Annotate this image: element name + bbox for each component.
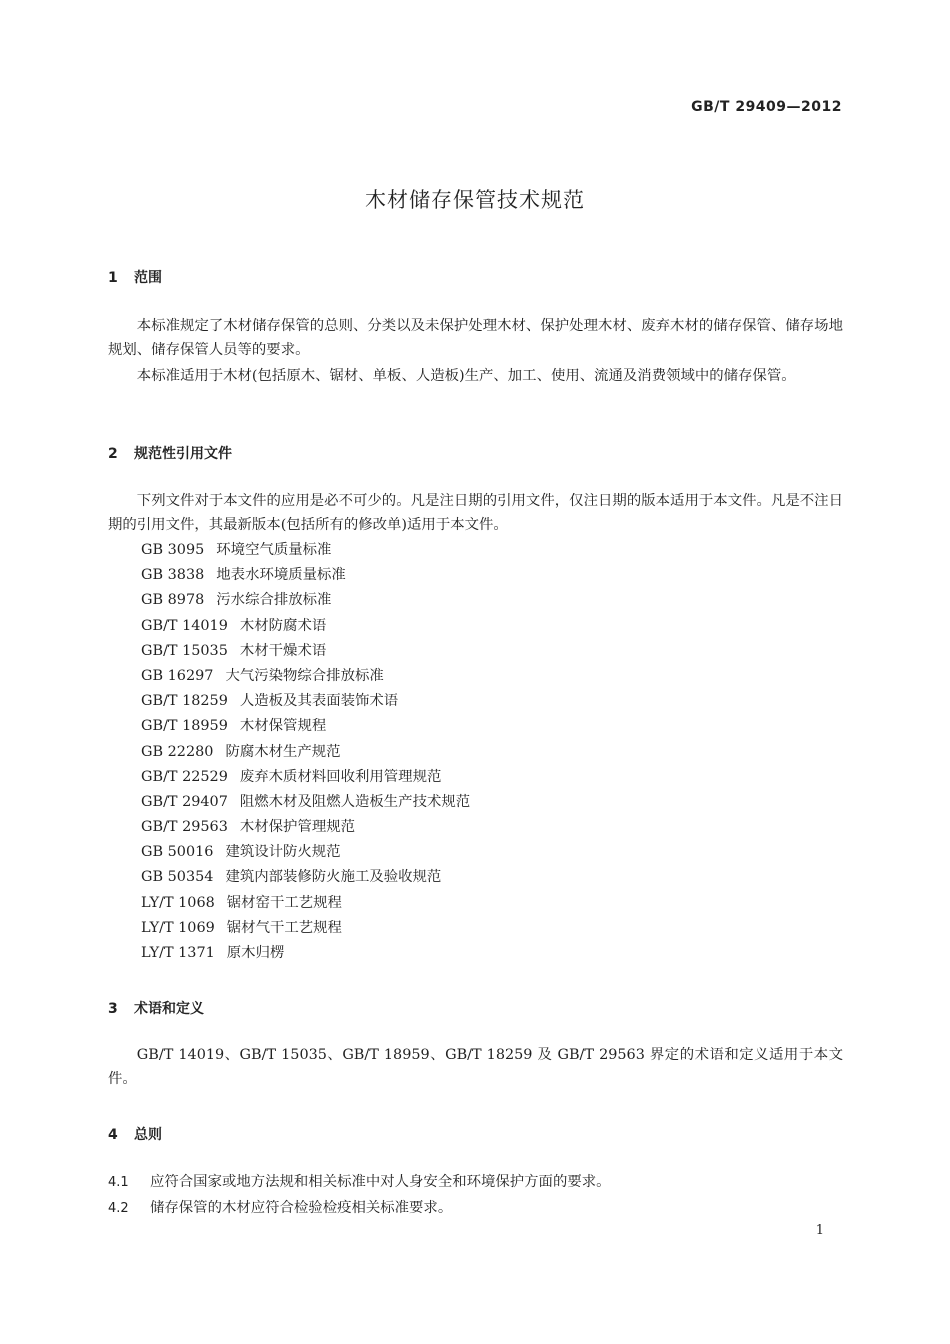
reference-item — [141, 538, 470, 563]
reference-title: 污水综合排放标准 — [216, 592, 332, 609]
normative-references-list — [141, 538, 470, 966]
reference-title: 木材保管规程 — [239, 718, 327, 735]
reference-title: 防腐木材生产规范 — [225, 743, 341, 760]
reference-code: GB/T 18259 — [141, 693, 228, 710]
clause-text: 储存保管的木材应符合检验检疫相关标准要求。 — [150, 1200, 453, 1216]
section-1-heading — [108, 267, 162, 287]
terms-paragraph: GB/T 14019、GB/T 15035、GB/T 18959、GB/T 18259 及 GB/T 29563 界定的术语和定义适用于本文件。 — [108, 1047, 843, 1087]
section-4-heading — [108, 1124, 162, 1144]
reference-item — [141, 815, 470, 840]
reference-code: GB/T 18959 — [141, 718, 228, 735]
standard-code-header: GB/T 29409—2012 — [691, 99, 842, 115]
reference-title: 木材防腐术语 — [239, 617, 327, 634]
section-number: 1 — [108, 270, 118, 286]
reference-code: GB 3838 — [141, 567, 205, 584]
section-number: 3 — [108, 1001, 118, 1017]
reference-item — [141, 916, 470, 941]
reference-item — [141, 714, 470, 739]
scope-paragraph-1: 本标准规定了木材储存保管的总则、分类以及未保护处理木材、保护处理木材、废弃木材的储存保管、储存场地规划、储存保管人员等的要求。 — [108, 318, 843, 358]
reference-item — [141, 563, 470, 588]
reference-code: GB/T 29407 — [141, 793, 228, 810]
section-2-heading — [108, 443, 232, 463]
reference-item — [141, 865, 470, 890]
reference-code: GB 50354 — [141, 869, 214, 886]
section-title: 规范性引用文件 — [134, 446, 232, 462]
section-number: 4 — [108, 1127, 118, 1143]
reference-code: LY/T 1371 — [141, 945, 215, 961]
reference-item — [141, 765, 470, 790]
document-title: 木材储存保管技术规范 — [365, 188, 585, 212]
reference-code: GB/T 15035 — [141, 642, 228, 659]
reference-item — [141, 689, 470, 714]
reference-item — [141, 588, 470, 613]
reference-code: GB 3095 — [141, 542, 205, 558]
reference-title: 锯材气干工艺规程 — [226, 919, 342, 936]
reference-code: GB/T 22529 — [141, 768, 228, 785]
page-number: 1 — [815, 1223, 824, 1238]
reference-item — [141, 840, 470, 865]
clause-number: 4.2 — [108, 1201, 129, 1216]
reference-code: GB 50016 — [141, 844, 214, 861]
reference-item — [141, 941, 470, 966]
clause-4-1 — [108, 1170, 611, 1191]
clause-number: 4.1 — [108, 1175, 129, 1190]
reference-title: 废弃木质材料回收利用管理规范 — [239, 768, 442, 785]
reference-title: 大气污染物综合排放标准 — [225, 667, 384, 684]
reference-item — [141, 740, 470, 765]
reference-item — [141, 891, 470, 916]
section-3-heading — [108, 998, 204, 1018]
reference-code: GB 16297 — [141, 667, 214, 684]
reference-title: 环境空气质量标准 — [216, 542, 332, 558]
reference-code: LY/T 1068 — [141, 894, 215, 911]
reference-title: 建筑内部装修防火施工及验收规范 — [225, 869, 442, 886]
reference-title: 阻燃木材及阻燃人造板生产技术规范 — [239, 793, 471, 810]
reference-title: 木材干燥术语 — [239, 642, 327, 659]
reference-item — [141, 639, 470, 664]
scope-paragraph-2: 本标准适用于木材(包括原木、锯材、单板、人造板)生产、加工、使用、流通及消费领域中的储存保管。 — [136, 368, 796, 384]
reference-title: 人造板及其表面装饰术语 — [239, 693, 399, 710]
section-title: 总则 — [134, 1127, 162, 1143]
references-intro-paragraph: 下列文件对于本文件的应用是必不可少的。凡是注日期的引用文件，仅注日期的版本适用于本文件。凡是不注日期的引用文件，其最新版本(包括所有的修改单)适用于本文件。 — [108, 493, 843, 533]
reference-title: 锯材窑干工艺规程 — [226, 894, 342, 911]
reference-title: 木材保护管理规范 — [239, 819, 356, 836]
reference-title: 地表水环境质量标准 — [216, 567, 346, 584]
section-title: 术语和定义 — [134, 1001, 204, 1017]
reference-code: GB 8978 — [141, 592, 205, 609]
reference-item — [141, 614, 470, 639]
section-number: 2 — [108, 446, 118, 462]
reference-title: 原木归楞 — [226, 945, 285, 961]
reference-code: LY/T 1069 — [141, 919, 215, 936]
reference-title: 建筑设计防火规范 — [225, 844, 341, 861]
reference-code: GB/T 29563 — [141, 819, 228, 836]
reference-code: GB 22280 — [141, 743, 214, 760]
reference-code: GB/T 14019 — [141, 617, 228, 634]
clause-4-2 — [108, 1196, 452, 1217]
clause-text: 应符合国家或地方法规和相关标准中对人身安全和环境保护方面的要求。 — [150, 1174, 611, 1190]
reference-item — [141, 790, 470, 815]
section-title: 范围 — [134, 270, 162, 286]
reference-item — [141, 664, 470, 689]
